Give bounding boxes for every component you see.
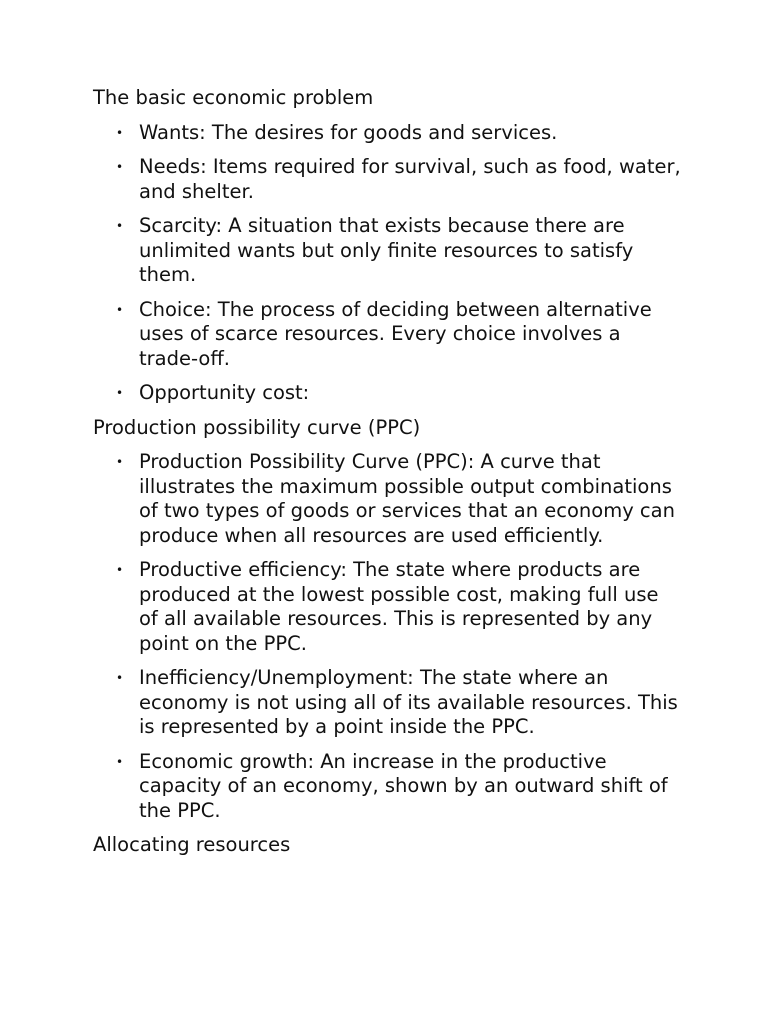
list-item <box>93 214 683 288</box>
list-item-text: Needs: Items required for survival, such as food, water, and shelter. <box>139 155 681 203</box>
bullet-icon: • <box>116 219 124 233</box>
list-item <box>93 121 683 146</box>
list-item <box>93 450 683 548</box>
bullet-icon: • <box>116 671 124 685</box>
list-item-text: Production Possibility Curve (PPC): A curve that illustrates the maximum possible output combinations of two types of goods or services that an economy can produce when all resources are used efficiently. <box>139 450 675 547</box>
list-item-text: Scarcity: A situation that exists because there are unlimited wants but only finite resources to satisfy them. <box>139 214 634 286</box>
list-item <box>93 381 683 406</box>
bullet-icon: • <box>116 125 124 140</box>
document-content <box>93 86 683 858</box>
list-item <box>93 750 683 824</box>
bullet-list-basic-economic-problem <box>93 121 683 406</box>
list-item-text: Productive efficiency: The state where products are produced at the lowest possible cost, making full use of all available resources. This is represented by any point on the PPC. <box>139 558 659 655</box>
bullet-list-ppc <box>93 450 683 823</box>
section-heading-ppc: Production possibility curve (PPC) <box>93 415 421 439</box>
list-item <box>93 558 683 656</box>
section-heading-basic-economic-problem: The basic economic problem <box>93 86 374 109</box>
bullet-icon: • <box>116 302 124 317</box>
list-item <box>93 666 683 740</box>
list-item-text: Economic growth: An increase in the productive capacity of an economy, shown by an outward shift of the PPC. <box>139 749 668 822</box>
list-item-text: Inefficiency/Unemployment: The state where an economy is not using all of its available resources. This is represented by a point inside the PPC. <box>139 666 678 738</box>
bullet-icon: • <box>116 386 124 400</box>
list-item-text: Opportunity cost: <box>139 381 310 404</box>
bullet-icon: • <box>116 160 124 174</box>
section-heading-allocating-resources: Allocating resources <box>93 833 291 856</box>
bullet-icon: • <box>116 563 124 577</box>
bullet-icon: • <box>116 754 124 769</box>
list-item-text: Wants: The desires for goods and services. <box>139 120 558 144</box>
list-item-text: Choice: The process of deciding between alternative uses of scarce resources. Every choice involves a trade-off. <box>139 297 652 370</box>
list-item <box>93 155 683 204</box>
bullet-icon: • <box>116 455 124 469</box>
list-item <box>93 298 683 372</box>
